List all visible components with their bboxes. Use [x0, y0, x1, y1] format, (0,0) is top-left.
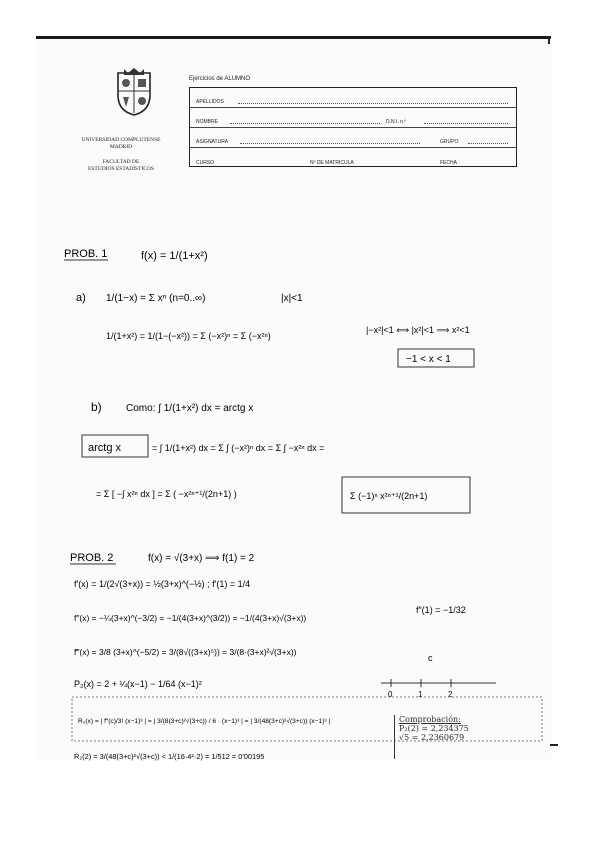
form-row-apellidos [190, 88, 516, 108]
prob1-a-label: a) [76, 292, 86, 304]
prob2-second-derivative-value: f″(1) = −1/32 [416, 605, 466, 615]
axis-label-c: c [428, 653, 433, 663]
label-curso: CURSO [196, 160, 215, 166]
prob2-function: f(x) = √(3+x) ⟹ f(1) = 2 [148, 553, 255, 564]
scan-edge-mark-top [548, 36, 550, 44]
form-row-asignatura [190, 128, 516, 148]
field-line-apellidos[interactable] [238, 103, 508, 104]
exam-header [36, 39, 551, 189]
prob2-bound: R₂(2) = 3/(48(3+c)²√(3+c)) < 1/(16·4²·2) = 1/512 = 0'00195 [74, 752, 265, 761]
label-matricula: Nº DE MATRICULA [310, 160, 354, 166]
label-asignatura: ASIGNATURA [196, 139, 229, 145]
field-line-dni[interactable] [424, 123, 508, 124]
handwritten-solutions [36, 189, 551, 763]
prob1-b-line1: Como: ∫ 1/(1+x²) dx = arctg x [126, 403, 254, 414]
university-name: UNIVERSIDAD COMPLUTENSE MADRID [81, 137, 161, 150]
scan-edge-mark-bottom [550, 744, 558, 746]
exam-sheet [36, 36, 551, 760]
field-line-grupo[interactable] [468, 143, 508, 144]
prob1-title: PROB. 1 [64, 248, 108, 260]
prob1-b-line3: = Σ [ −∫ x²ⁿ dx ] = Σ ( −x²ⁿ⁺¹/(2n+1) ) [96, 489, 237, 499]
label-apellidos: APELLIDOS [196, 99, 224, 105]
prob1-b-label: b) [91, 400, 102, 414]
prob1-a-condition: |x|<1 [281, 293, 303, 304]
prob2-third-derivative: f‴(x) = 3/8 (3+x)^(−5/2) = 3/(8√((3+x)⁵)) = 3/(8·(3+x)²√(3+x)) [74, 647, 297, 657]
prob2-remainder: R₂(x) = | f‴(c)/3! (x−1)³ | = | 3/(8(3+c)²√(3+c)) / 6 · (x−1)³ | = | 3/(48(3+c)²√(3+c)) (x−1)³ | [78, 718, 331, 725]
prob1-function: f(x) = 1/(1+x²) [141, 250, 208, 262]
prob1-b-arctg-box: arctg x [88, 442, 122, 454]
label-grupo: GRUPO [440, 139, 459, 145]
faculty-name: FACULTAD DE ESTUDIOS ESTADÍSTICOS [87, 159, 155, 172]
form-row-nombre [190, 108, 516, 128]
student-form [189, 87, 517, 167]
prob1-a-line2: 1/(1+x²) = 1/(1−(−x²)) = Σ (−x²)ⁿ = Σ (−x²ⁿ) [106, 331, 271, 341]
prob1-a-condition2: |−x²|<1 ⟺ |x²|<1 ⟹ x²<1 [366, 325, 470, 335]
verification-sqrt5: √5 = 2,2360679 [399, 733, 465, 742]
verification-box [394, 715, 545, 759]
prob1-b-result: Σ (−1)ⁿ x²ⁿ⁺¹/(2n+1) [350, 491, 428, 501]
form-title: Ejercicios de ALUMNO [189, 76, 251, 82]
verification-title: Comprobación: [399, 715, 461, 724]
axis-label-0: 0 [388, 690, 393, 699]
field-line-asignatura[interactable] [240, 143, 420, 144]
prob2-second-derivative: f″(x) = −¼(3+x)^(−3/2) = −1/(4(3+x)^(3/2)) = −1/(4(3+x)√(3+x)) [74, 613, 307, 623]
field-line-nombre[interactable] [230, 123, 380, 124]
prob1-b-line2: = ∫ 1/(1+x²) dx = Σ ∫ (−x²)ⁿ dx = Σ ∫ −x²ⁿ dx = [152, 443, 325, 453]
label-fecha: FECHA [440, 160, 457, 166]
verification-p2: P₂(2) = 2,234375 [399, 724, 469, 733]
axis-label-2: 2 [448, 690, 453, 699]
prob2-taylor-polynomial: P₂(x) = 2 + ¼(x−1) − 1/64 (x−1)² [74, 679, 202, 689]
prob1-a-result: −1 < x < 1 [406, 354, 451, 365]
prob2-first-derivative: f′(x) = 1/(2√(3+x)) = ½(3+x)^(−½) ; f′(1) = 1/4 [74, 579, 251, 589]
label-nombre: NOMBRE [196, 119, 218, 125]
prob2-title: PROB. 2 [70, 552, 114, 564]
label-dni: D.N.I. n.º [386, 119, 407, 125]
prob1-a-series: 1/(1−x) = Σ xⁿ (n=0..∞) [106, 293, 206, 304]
axis-label-1: 1 [418, 690, 423, 699]
form-row-curso [190, 148, 516, 168]
university-crest-icon [114, 67, 154, 117]
